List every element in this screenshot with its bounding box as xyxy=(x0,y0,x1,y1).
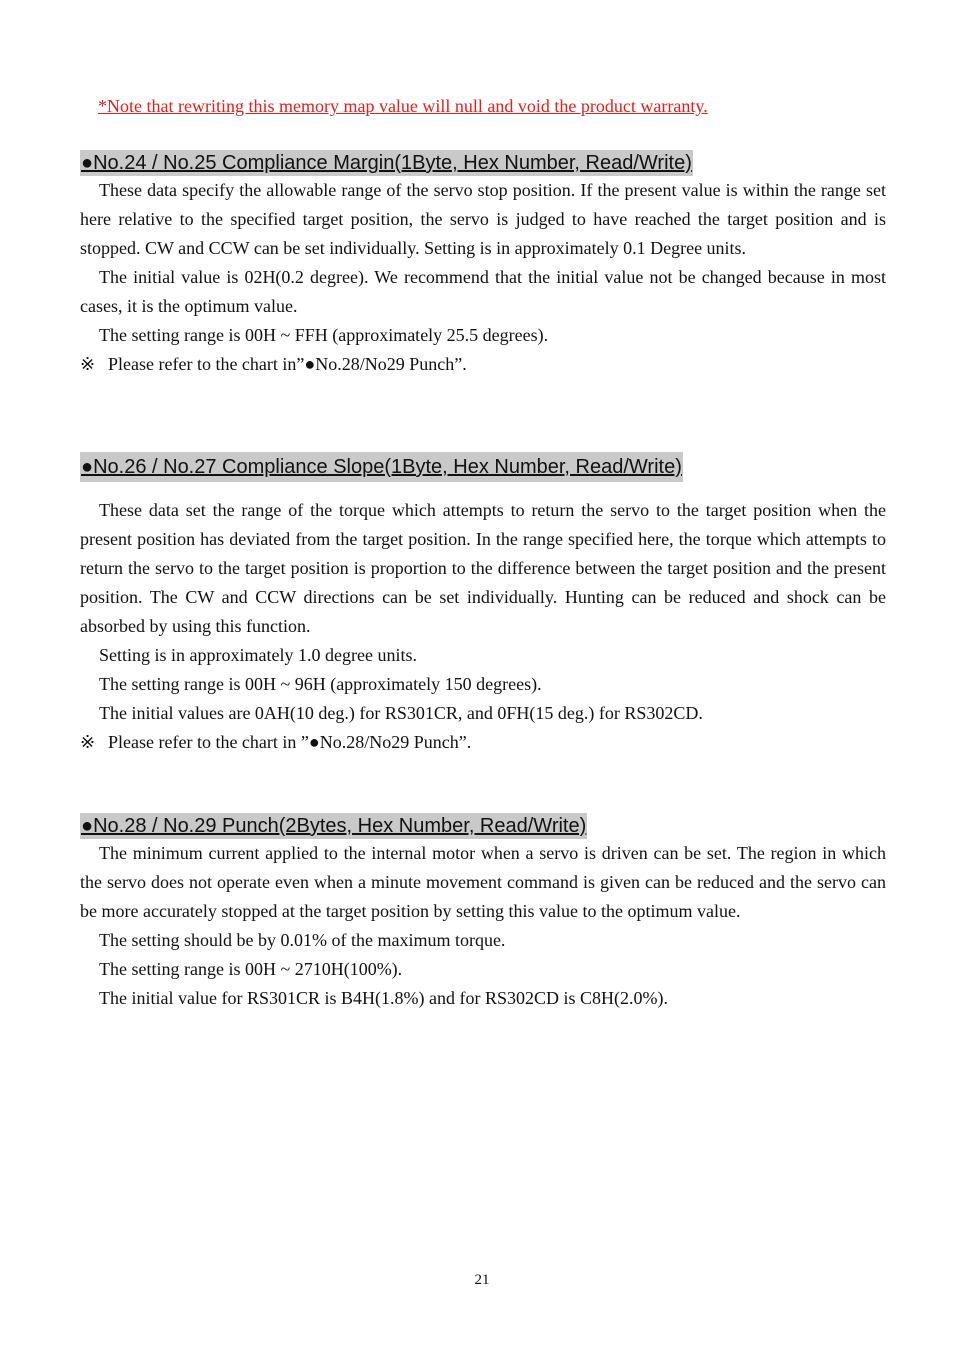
paragraph: The minimum current applied to the internal motor when a servo is driven can be set. The region in which the servo does not operate even when a minute movement command is given can be reduced and the servo can be more accurately stopped at the target position by setting this value to the optimum value. xyxy=(80,843,886,921)
section-compliance-slope xyxy=(80,452,886,757)
reference-text: Please refer to the chart in”●No.28/No29 Punch”. xyxy=(108,354,467,374)
paragraph: The initial value for RS301CR is B4H(1.8%) and for RS302CD is C8H(2.0%). xyxy=(99,988,668,1008)
reference-mark-icon: ※ xyxy=(80,732,96,752)
section-heading: ●No.28 / No.29 Punch(2Bytes, Hex Number, Read/Write) xyxy=(81,815,587,837)
reference-note xyxy=(80,728,886,757)
reference-text: Please refer to the chart in ”●No.28/No29 Punch”. xyxy=(108,732,472,752)
paragraph: The setting range is 00H ~ 96H (approximately 150 degrees). xyxy=(99,674,542,694)
section-compliance-margin xyxy=(80,150,886,379)
page-number: 21 xyxy=(474,1272,490,1288)
paragraph: The setting range is 00H ~ 2710H(100%). xyxy=(99,959,403,979)
paragraph: The initial values are 0AH(10 deg.) for RS301CR, and 0FH(15 deg.) for RS302CD. xyxy=(99,703,703,723)
reference-mark-icon: ※ xyxy=(80,354,96,374)
paragraph: These data set the range of the torque which attempts to return the servo to the target position when the present position has deviated from the target position. In the range specified here, the torque which attempts to return the servo to the target position is proportion to the difference between the target position and the present position. The CW and CCW directions can be set individually. Hunting can be reduced and shock can be absorbed by using this function. xyxy=(80,500,886,636)
paragraph: The initial value is 02H(0.2 degree). We recommend that the initial value not be changed because in most cases, it is the optimum value. xyxy=(80,267,886,316)
section-heading: ●No.26 / No.27 Compliance Slope(1Byte, Hex Number, Read/Write) xyxy=(80,452,683,482)
paragraph: These data specify the allowable range of the servo stop position. If the present value is within the range set here relative to the specified target position, the servo is judged to have reached the target position and is stopped. CW and CCW can be set individually. Setting is in approximately 0.1 Degree units. xyxy=(80,180,886,258)
paragraph: The setting should be by 0.01% of the maximum torque. xyxy=(99,930,506,950)
warranty-warning-note: *Note that rewriting this memory map value will null and void the product warranty. xyxy=(98,96,708,116)
paragraph: The setting range is 00H ~ FFH (approximately 25.5 degrees). xyxy=(99,325,549,345)
reference-note xyxy=(80,350,886,379)
section-punch xyxy=(80,813,886,1013)
paragraph: Setting is in approximately 1.0 degree units. xyxy=(99,645,417,665)
section-heading: ●No.24 / No.25 Compliance Margin(1Byte, Hex Number, Read/Write) xyxy=(81,152,692,174)
